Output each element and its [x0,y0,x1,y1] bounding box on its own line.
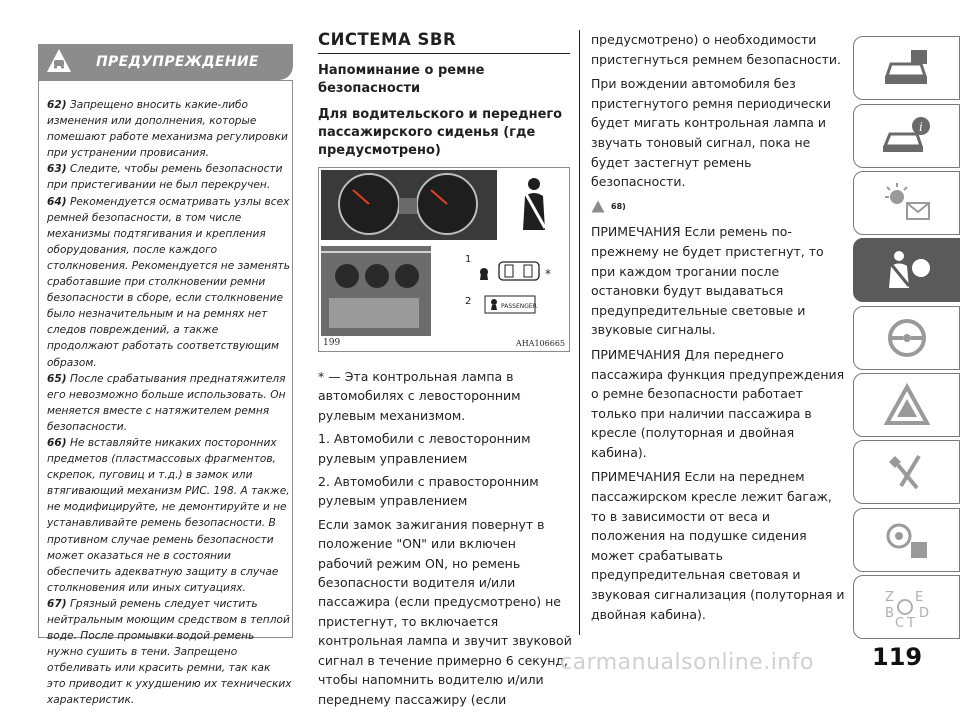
warning-triangle-icon [591,200,605,213]
section-title: СИСТЕМА SBR [318,30,570,54]
svg-text:B: B [884,606,894,621]
figure-code: AHA106665 [515,339,565,348]
paragraph: 1. Автомобили с левосторонним рулевым управлением [318,431,531,466]
section-subtitle: Напоминание о ремне безопасности [318,63,485,96]
paragraph: * — Эта контрольная лампа в автомобилях с левосторонним рулевым механизмом. [318,369,521,423]
section-subtitle-2: Для водительского и переднего пассажирского сиденья (где предусмотрено) [318,107,563,158]
warning-item: 66) Не вставляйте никаких посторонних предметов (пластмассовых фрагментов, скрепок, пуговиц и т.д.) в замок или втягивающий механизм РИС. 198. А также, не модифицируйте, не демонтируйте и не устанавливайте ремень безопасности. В противном случае ремень безопасности может оказаться не в состоянии обеспечить адекватную защиту в случае столкновения или иных ситуациях. [47,436,290,594]
tab-safety[interactable] [853,238,960,302]
svg-text:D: D [918,606,929,621]
warning-title: ПРЕДУПРЕЖДЕНИЕ [96,54,259,70]
section-body [318,367,573,713]
paragraph: 2. Автомобили с правосторонним рулевым управлением [318,474,539,509]
maintenance-tools-icon [881,450,933,494]
warning-reference: 68) [591,197,846,217]
svg-text:C: C [894,616,904,629]
paragraph: предусмотрено) о необходимости пристегнуться ремнем безопасности. [591,32,842,67]
figure-label-2: 2 [465,296,472,307]
section-header [318,30,570,160]
paragraph: Если замок зажигания повернут в положение "ON" или включен рабочий режим ON, но ремень безопасности водителя и/или пассажира (если предусмотрено) не пристегнут, то включается контрольная лампа и звучит звуковой сигнал в течение примерно 6 секунд, чтобы напомнить водителю и/или переднему пассажиру (если [318,516,572,707]
warning-item: 64) Рекомендуется осматривать узлы всех ремней безопасности, в том числе механизмы подтягивания и крепления оборудования, после каждого столкновения. Рекомендуется не заменять сработавшие при столкновении ремни безопасности в сборе, если столкновение было незначительным и на ремнях нет следов повреждений, а также продолжают работать соответствующим образом. [47,195,290,369]
tab-index[interactable] [853,575,960,639]
note: ПРИМЕЧАНИЯ Если ремень по-прежнему не будет пристегнут, то при каждом трогании после остановки будут выдаваться предупредительные световые и звуковые сигналы. [591,224,824,338]
column-3 [591,30,846,629]
warning-item: 63) Следите, чтобы ремень безопасности при пристегивании не был перекручен. [47,163,283,192]
warning-text [47,97,292,709]
figure-asterisk: * [545,267,551,281]
car-info-icon [881,46,933,90]
tab-maintenance[interactable] [853,440,960,504]
tab-technical-data[interactable] [853,508,960,572]
warning-lights-icon [881,181,933,225]
emergency-triangle-icon [881,383,933,427]
figure-label-1: 1 [465,254,472,265]
page-number: 119 [872,643,923,671]
warning-item: 67) Грязный ремень следует чистить нейтральным моющим средством в теплой воде. После промывки водой ремень нужно сушить в тени. Запрещено отбеливать или красить ремни, так как это приводит к ухудшению их технических характеристик. [47,597,292,707]
index-icon [881,585,933,629]
svg-text:Z: Z [884,590,894,605]
figure-number: 199 [323,338,341,348]
steering-wheel-icon [881,316,933,360]
tab-vehicle-info[interactable] [853,36,960,100]
tab-info[interactable] [853,104,960,168]
warning-car-icon [46,48,72,74]
column-divider [579,30,580,635]
svg-text:E: E [914,590,923,605]
paragraph: При вождении автомобиля без пристегнутого ремня периодически будет мигать контрольная лампа и звучать тоновый сигнал, пока не будет застегнут ремень безопасности. [591,76,832,190]
warning-item: 62) Запрещено вносить какие-либо изменения или дополнения, которые помешают работе механизма регулировки при устранении провисания. [47,99,288,160]
tab-starting-driving[interactable] [853,306,960,370]
warning-item: 65) После срабатывания преднатяжителя его невозможно больше использовать. Он меняется вместе с натяжителем ремня безопасности. [47,372,286,433]
technical-data-icon [881,518,933,562]
svg-text:T: T [906,616,915,629]
note: ПРИМЕЧАНИЯ Для переднего пассажира функция предупреждения о ремне безопасности работает только при наличии пассажира в кресле (полуторная и двойная кабина). [591,346,845,460]
tab-emergency[interactable] [853,373,960,437]
dashboard-illustration [319,168,570,338]
car-info-circle-icon [881,114,933,158]
figure-passenger-label: PASSENGER [501,303,537,310]
svg-text:i: i [918,120,923,134]
figure-199 [318,167,570,352]
seatbelt-airbag-icon [881,248,933,292]
note: ПРИМЕЧАНИЯ Если на переднем пассажирском кресле лежит багаж, то в зависимости от веса и положения на подушке сидения может срабатывать предупредительная световая и звуковая сигнализация (полуторная и двойная кабина). [591,469,845,622]
tab-warning-lights[interactable] [853,171,960,235]
watermark: carmanualsonline.info [560,650,814,675]
